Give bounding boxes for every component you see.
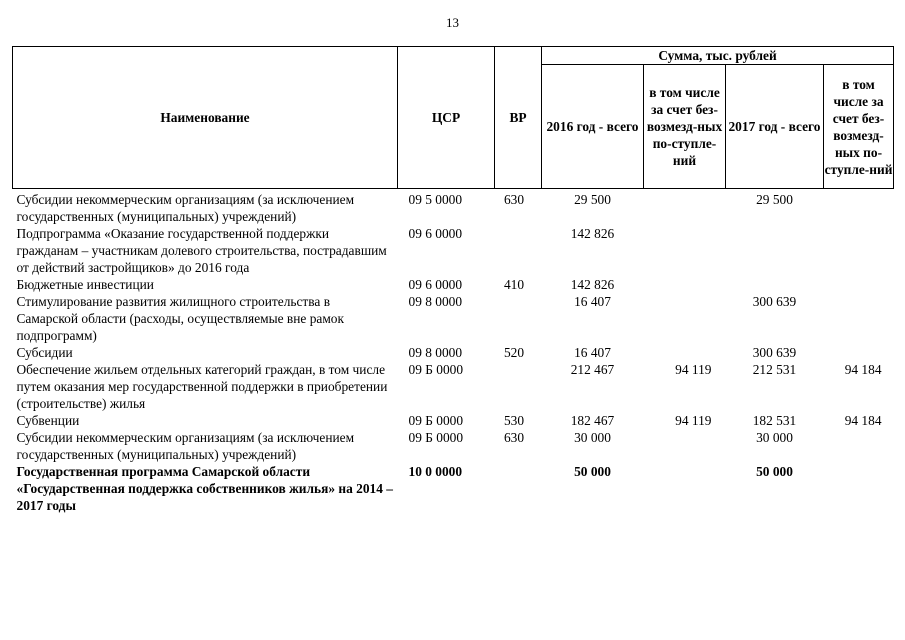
cell-csr: 09 6 0000 [408,277,463,292]
cell-csr: 09 Б 0000 [408,430,464,445]
cell-name: Государственная программа Самарской области «Государственная поддержка собственников жилья» на 2014 – 2017 годы [16,464,393,513]
header-2016-free: в том числе за счет без-возмезд-ных по-ступле-ний [644,65,726,189]
cell-2017-free [824,189,894,226]
cell-2017-total [726,225,824,276]
cell-2017-total: 182 531 [752,413,797,428]
cell-2017-free [824,463,894,514]
cell-csr: 10 0 0000 [408,464,463,479]
cell-2016-free [644,293,726,344]
cell-name: Подпрограмма «Оказание государственной поддержки гражданам – участникам долевого строительства, пострадавшим от действий застройщиков» до 2016 года [16,226,387,275]
cell-vr: 520 [503,345,525,360]
cell-csr: 09 Б 0000 [408,413,464,428]
cell-name: Бюджетные инвестиции [16,277,154,292]
cell-2017-total: 300 639 [752,294,797,309]
table-row [13,463,894,514]
cell-vr: 410 [503,277,525,292]
table-header [13,47,894,189]
cell-2016-total: 142 826 [570,277,615,292]
cell-2016-total: 29 500 [574,192,611,207]
cell-2016-free [644,189,726,226]
table-row [13,225,894,276]
cell-csr: 09 Б 0000 [408,362,464,377]
page-number: 13 [446,15,459,30]
cell-2016-total: 212 467 [570,362,615,377]
cell-name: Субвенции [16,413,80,428]
cell-2017-free [824,293,894,344]
cell-2017-total: 29 500 [756,192,793,207]
cell-vr [495,293,542,344]
cell-2017-total: 300 639 [752,345,797,360]
cell-2017-total [726,276,824,293]
cell-vr [495,463,542,514]
table-row [13,361,894,412]
cell-2016-free [644,225,726,276]
cell-2017-total: 30 000 [756,430,793,445]
cell-csr: 09 6 0000 [408,226,463,241]
cell-csr: 09 8 0000 [408,345,463,360]
header-vr: ВР [495,47,542,189]
cell-2016-free [644,276,726,293]
cell-2016-total: 16 407 [574,345,611,360]
cell-2016-total: 182 467 [570,413,615,428]
cell-2016-total: 50 000 [574,464,611,479]
cell-2016-free: 94 119 [675,362,712,377]
budget-table [12,46,894,514]
cell-2016-free [644,344,726,361]
header-name: Наименование [13,47,398,189]
header-2017-total: 2017 год - всего [726,65,824,189]
cell-name: Субсидии [16,345,73,360]
cell-csr: 09 5 0000 [408,192,463,207]
cell-2016-free [644,463,726,514]
table-row [13,429,894,463]
cell-vr: 630 [503,192,525,207]
cell-name: Стимулирование развития жилищного строительства в Самарской области (расходы, осуществляемые вне рамок подпрограмм) [16,294,345,343]
cell-vr [495,361,542,412]
table-row [13,276,894,293]
cell-2017-free: 94 184 [844,413,882,428]
table-row [13,189,894,226]
cell-name: Субсидии некоммерческим организациям (за исключением государственных (муниципальных) учреждений) [16,192,355,224]
cell-vr: 530 [503,413,525,428]
header-2016-total: 2016 год - всего [542,65,644,189]
cell-2016-free: 94 119 [675,413,712,428]
cell-name: Субсидии некоммерческим организациям (за исключением государственных (муниципальных) учреждений) [16,430,355,462]
cell-vr: 630 [503,430,525,445]
cell-csr: 09 8 0000 [408,294,463,309]
cell-2016-free [644,429,726,463]
table-row [13,412,894,429]
cell-2017-total: 212 531 [752,362,797,377]
cell-2017-free [824,225,894,276]
header-sum-group: Сумма, тыс. рублей [542,47,894,65]
cell-2016-total: 30 000 [574,430,611,445]
cell-2017-free [824,429,894,463]
cell-2017-total: 50 000 [756,464,793,479]
cell-2016-total: 16 407 [574,294,611,309]
table-row [13,344,894,361]
table-body [13,189,894,515]
cell-2017-free [824,276,894,293]
header-csr: ЦСР [398,47,495,189]
table-row [13,293,894,344]
cell-name: Обеспечение жильем отдельных категорий граждан, в том числе путем оказания мер государственной поддержки в приобретении (строительстве) жилья [16,362,388,411]
cell-2017-free [824,344,894,361]
cell-2016-total: 142 826 [570,226,615,241]
cell-vr [495,225,542,276]
header-2017-free: в том числе за счет без-возмезд-ных по-ступле-ний [824,65,894,189]
cell-2017-free: 94 184 [844,362,882,377]
